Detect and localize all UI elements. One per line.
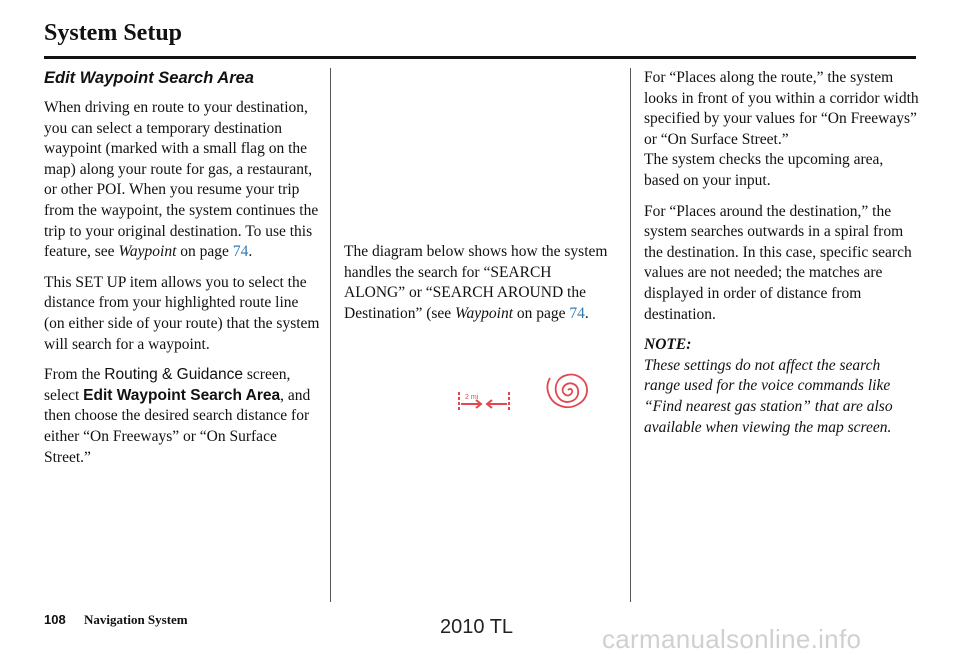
on-page-text: on page — [176, 243, 233, 261]
page-number: 108 — [44, 612, 66, 627]
paragraph-around-destination: For “Places around the destination,” the system searches outwards in a spiral from the destination. In this case, specific search values are not needed; the matches are displayed in order of distance from destination. — [644, 202, 912, 323]
column-left — [44, 68, 320, 478]
paragraph-upcoming-area: The system checks the upcoming area, based on your input. — [644, 151, 884, 189]
column-divider-1 — [330, 68, 331, 602]
edit-waypoint-item-name: Edit Waypoint Search Area — [83, 386, 281, 404]
column-right — [644, 68, 920, 448]
column-divider-2 — [630, 68, 631, 602]
period: . — [584, 304, 589, 322]
waypoint-reference: Waypoint — [455, 304, 514, 322]
screen-select-text: screen, select — [44, 366, 291, 404]
column-middle — [344, 242, 610, 334]
paragraph-intro — [44, 98, 320, 263]
site-watermark: carmanualsonline.info — [602, 624, 862, 654]
title-rule — [44, 56, 916, 59]
from-text: From the — [44, 366, 105, 384]
model-watermark: 2010 TL — [440, 616, 514, 638]
paragraph-instructions — [44, 365, 320, 468]
diagram-intro-text: The diagram below shows how the system handles the search for “SEARCH ALONG” or “SEARCH AROUND the Destination” (see — [344, 243, 608, 322]
waypoint-reference: Waypoint — [118, 243, 177, 261]
note-text: These settings do not affect the search range used for the voice commands like “Find nearest gas station” that are also available when viewing the map screen. — [644, 356, 893, 436]
paragraph-along-route: For “Places along the route,” the system looks in front of you within a corridor width specified by your values for “On Freeways” or “On Surface Street.” — [644, 69, 919, 148]
page-link-74[interactable]: 74 — [569, 304, 585, 322]
footer-label: Navigation System — [84, 612, 188, 627]
distance-label: 2 mi — [465, 394, 479, 401]
note-label: NOTE: — [644, 336, 692, 354]
diagram-intro — [344, 242, 610, 324]
section-heading: Edit Waypoint Search Area — [44, 69, 254, 87]
instructions-end-text: , and then choose the desired search distance for either “On Freeways” or “On Surface Street.” — [44, 386, 311, 466]
paragraph-setup: This SET UP item allows you to select the distance from your highlighted route line (on either side of your route) that the system will search for a waypoint. — [44, 273, 320, 353]
period: . — [248, 243, 253, 261]
page-link-74[interactable]: 74 — [232, 243, 249, 261]
spiral-search-icon — [547, 375, 587, 408]
page-title: System Setup — [44, 20, 183, 46]
intro-text: When driving en route to your destination, you can select a temporary destination waypoint (marked with a small flag on the map) along your route for gas, a restaurant, or other POI. When you resume your trip from the waypoint, the system continues the trip to your original destination. To use this feature, see — [44, 99, 319, 261]
search-area-diagram — [450, 360, 600, 420]
routing-guidance-screen-name: Routing & Guidance — [104, 366, 244, 384]
on-page-text: on page — [513, 304, 570, 322]
